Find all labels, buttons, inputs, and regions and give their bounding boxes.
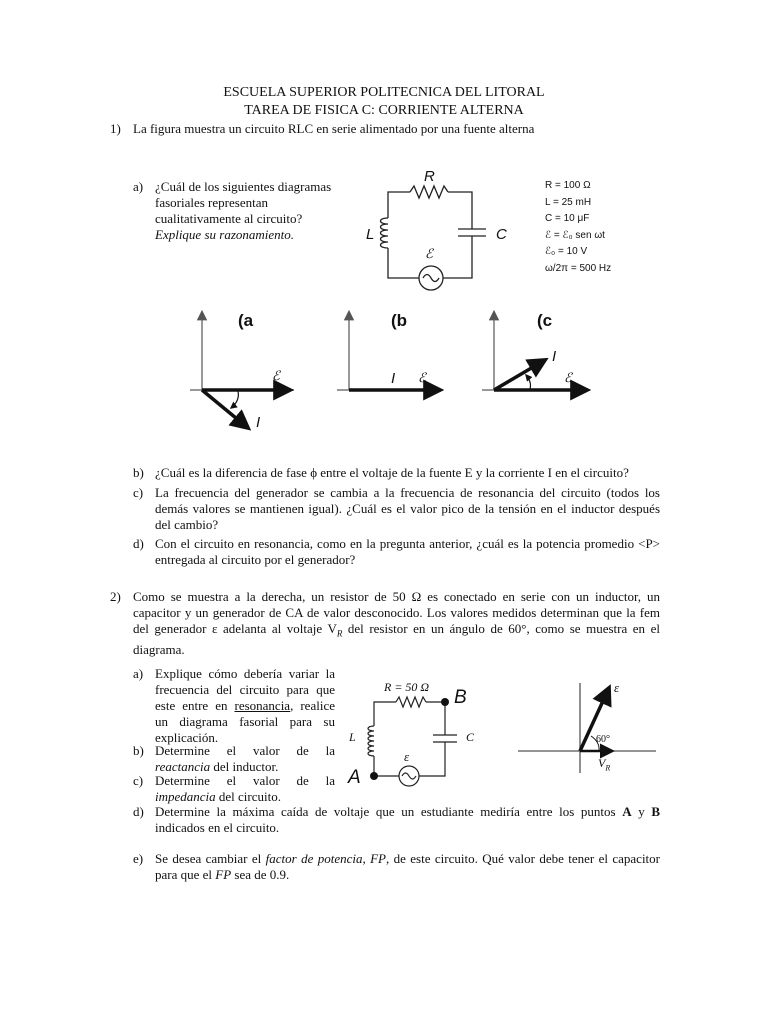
phasor-a-label: (a	[238, 311, 254, 330]
q2d-text-y: y	[631, 804, 652, 819]
q1-value-r: R = 100 Ω	[545, 180, 591, 191]
q2d-point-b: B	[651, 804, 660, 819]
q2e-text-italic: factor de potencia, FP	[265, 851, 386, 866]
q1-circuit-label-e: ℰ	[425, 246, 433, 261]
phasor-c-i-label: I	[552, 348, 557, 365]
q2-phasor-emf-label: ε	[614, 680, 620, 695]
q2b-text-pre: Determine el valor de la	[155, 743, 335, 758]
q1-value-emf: ℰ = ℰ₀ sen ωt	[545, 229, 605, 241]
q2e-text-mid: , de este circuito. Qué valor debe tener el capacitor para que el	[155, 851, 661, 882]
q2-statement-main: Como se muestra a la derecha, un resistor de 50 Ω es conectado en serie con un inductor, un capacitor y un generador de CA de valor desconocido. Los valores medidos determinan que la fem del generador ε adelanta al voltaje V	[133, 589, 660, 636]
q1c-text: La frecuencia del generador se cambia a la frecuencia de resonancia del circuito (todos los demás valores se mantienen igual). ¿Cuál es el valor pico de la tensión en el inductor después del cambio?	[155, 485, 660, 532]
q1-statement: La figura muestra un circuito RLC en serie alimentado por una fuente alterna	[133, 121, 535, 136]
q2-number: 2)	[110, 589, 121, 604]
q2b-label: b)	[133, 743, 144, 758]
q1d-label: d)	[133, 536, 144, 551]
q2-circuit-label-b: B	[454, 687, 467, 708]
header-school: ESCUELA SUPERIOR POLITECNICA DEL LITORAL	[223, 85, 545, 100]
q2-statement-sub: R	[336, 628, 343, 639]
q2c-text-post: del circuito.	[215, 789, 281, 804]
q2e-text-italic2: FP	[215, 867, 232, 882]
q2-circuit-label-a: A	[348, 767, 361, 788]
phasor-c-label: (c	[537, 311, 553, 330]
q2d-text-pre: Determine la máxima caída de voltaje que un estudiante mediría entre los puntos	[155, 804, 623, 819]
q1d-text: Con el circuito en resonancia, como en la pregunta anterior, ¿cuál es la potencia promedio <P> entregada al circuito por el generador?	[155, 536, 660, 567]
q2-circuit-label-l: L	[349, 730, 356, 744]
q2a-text-pre: Explique cómo debería variar la frecuencia del circuito para que este entre en	[155, 666, 335, 713]
q2-phasor-vr-sub: R	[605, 763, 611, 773]
q2a-text-post: , realice un diagrama fasorial para su explicación.	[155, 698, 335, 745]
phasor-c-e-label: ℰ	[564, 370, 572, 385]
q2-phasor-vr-text: V	[598, 756, 606, 770]
q2-statement-end: del resistor en un ángulo de 60°, como se muestra en el diagrama.	[133, 621, 660, 657]
q1-value-emf0: ℰ₀ = 10 V	[545, 246, 588, 257]
phasor-b-e-label: ℰ	[418, 370, 426, 385]
q2d-text-post: indicados en el circuito.	[155, 820, 280, 835]
q1-value-l: L = 25 mH	[545, 196, 592, 208]
q2b-text-post: del inductor.	[210, 759, 279, 774]
q2c-label: c)	[133, 773, 144, 788]
q2-phasor-angle-label: 60°	[596, 734, 610, 745]
q1-number: 1)	[110, 121, 121, 136]
q2c-text-pre: Determine el valor de la	[155, 773, 335, 788]
q2d-label: d)	[133, 804, 144, 819]
q2-circuit-label-c: C	[466, 730, 475, 744]
phasor-b-label: (b	[391, 311, 408, 330]
q2a-text-underlined: resonancia	[234, 698, 291, 713]
q2e-label: e)	[133, 851, 144, 866]
q1-circuit-label-c: C	[496, 226, 507, 243]
q1-value-freq: ω/2π = 500 Hz	[545, 262, 612, 274]
q2-circuit-label-r: R = 50 Ω	[384, 680, 430, 694]
q2-circuit-label-e: ε	[404, 749, 410, 764]
q1a-question-italic: Explique su razonamiento.	[155, 227, 295, 242]
q1b-label: b)	[133, 465, 144, 480]
q2c-text-italic: impedancia	[155, 789, 216, 804]
header-task: TAREA DE FISICA C: CORRIENTE ALTERNA	[244, 103, 524, 118]
q1a-label: a)	[133, 179, 144, 194]
q1b-text: ¿Cuál es la diferencia de fase ϕ entre el voltaje de la fuente E y la corriente I en el circuito?	[155, 465, 629, 480]
q1-circuit-label-l: L	[366, 226, 375, 243]
q1a-question: ¿Cuál de los siguientes diagramas fasoriales representan cualitativamente al circuito?	[155, 179, 332, 226]
q2e-text-post: sea de 0.9.	[231, 867, 290, 882]
q2d-point-a: A	[622, 804, 632, 819]
q1-circuit-label-r: R	[424, 168, 435, 185]
q2-phasor-vr-label	[598, 756, 610, 772]
phasor-a-i-label: I	[256, 414, 261, 431]
phasor-a-e-label: ℰ	[272, 368, 280, 383]
phasor-b-i-label: I	[391, 370, 396, 387]
q2a-label: a)	[133, 666, 144, 681]
q1c-label: c)	[133, 485, 144, 500]
q2e-text-pre: Se desea cambiar el	[155, 851, 266, 866]
q1-value-c: C = 10 μF	[545, 213, 590, 224]
q2b-text-italic: reactancia	[155, 759, 211, 774]
